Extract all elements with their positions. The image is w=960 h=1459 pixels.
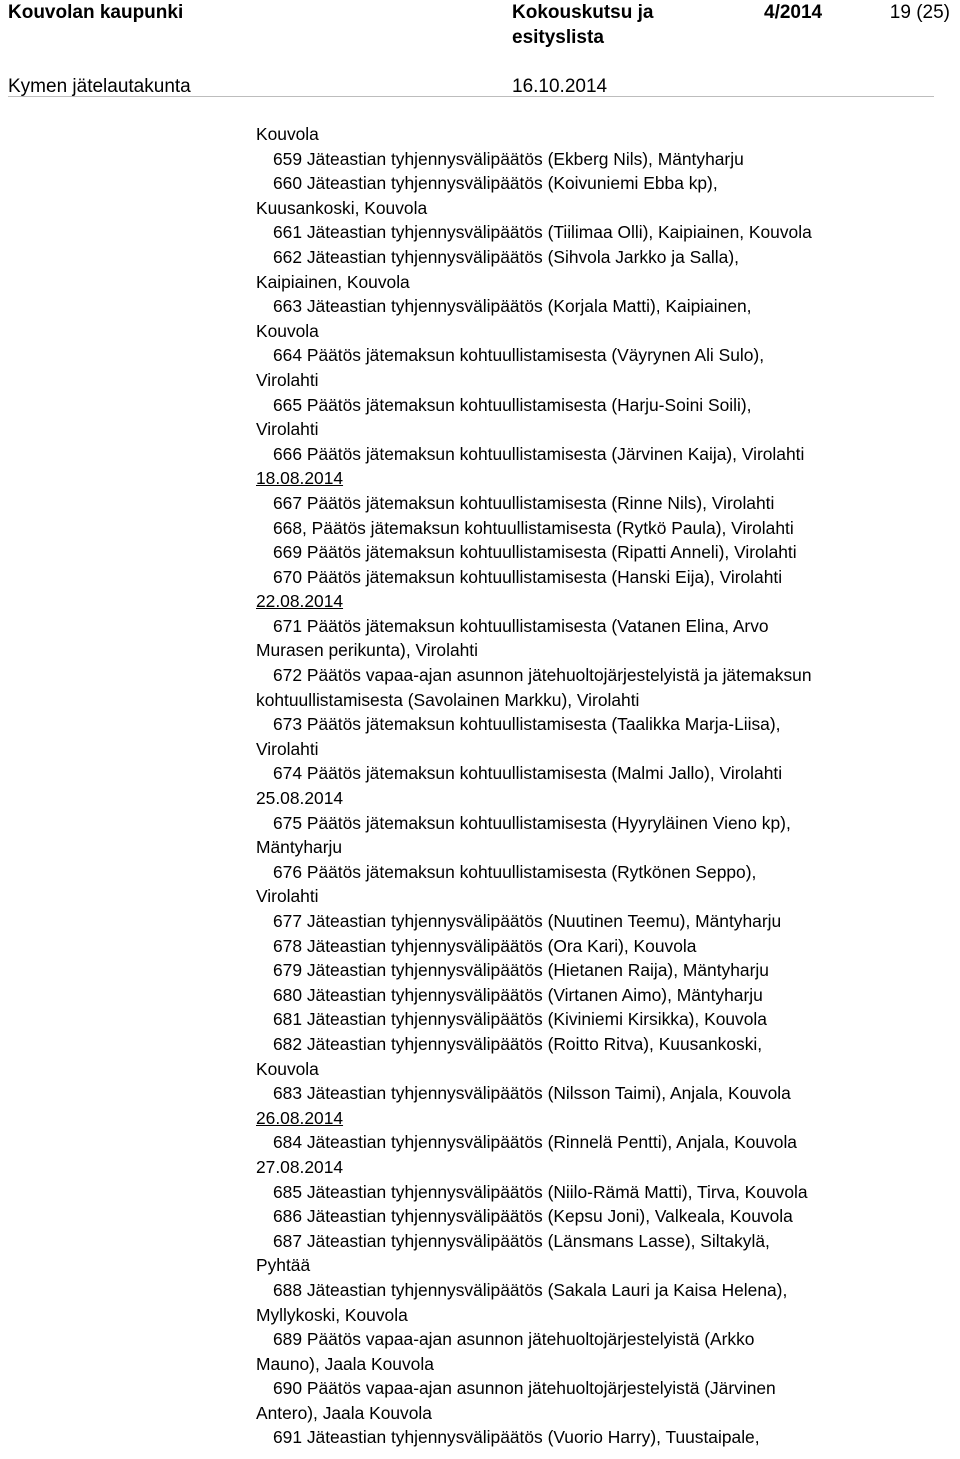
agenda-item: 688 Jäteastian tyhjennysvälipäätös (Sakala Lauri ja Kaisa Helena),: [273, 1279, 788, 1300]
page-header: [0, 0, 960, 100]
date-heading: 22.08.2014: [256, 591, 344, 612]
agenda-item: 672 Päätös vapaa-ajan asunnon jätehuoltojärjestelyistä ja jätemaksun: [273, 665, 812, 686]
agenda-text-continuation: 25.08.2014: [256, 788, 344, 809]
agenda-item: 686 Jäteastian tyhjennysvälipäätös (Kepsu Joni), Valkeala, Kouvola: [273, 1206, 793, 1227]
agenda-text-continuation: Kouvola: [256, 320, 319, 341]
agenda-text-continuation: Mauno), Jaala Kouvola: [256, 1353, 434, 1374]
agenda-item: 678 Jäteastian tyhjennysvälipäätös (Ora Kari), Kouvola: [273, 935, 697, 956]
meeting-number: 4/2014: [764, 2, 823, 23]
date-heading: 26.08.2014: [256, 1107, 344, 1128]
agenda-item: 691 Jäteastian tyhjennysvälipäätös (Vuorio Harry), Tuustaipale,: [273, 1427, 760, 1448]
date-heading: 18.08.2014: [256, 468, 344, 489]
org-name: Kouvolan kaupunki: [8, 2, 184, 23]
agenda-item: 682 Jäteastian tyhjennysvälipäätös (Roitto Ritva), Kuusankoski,: [273, 1033, 763, 1054]
agenda-item: 674 Päätös jätemaksun kohtuullistamisesta (Malmi Jallo), Virolahti: [273, 763, 783, 784]
agenda-text-continuation: Murasen perikunta), Virolahti: [256, 640, 479, 661]
agenda-item: 687 Jäteastian tyhjennysvälipäätös (Länsmans Lasse), Siltakylä,: [273, 1230, 770, 1251]
agenda-item: 661 Jäteastian tyhjennysvälipäätös (Tiilimaa Olli), Kaipiainen, Kouvola: [273, 222, 812, 243]
agenda-item: 671 Päätös jätemaksun kohtuullistamisesta (Vatanen Elina, Arvo: [273, 615, 769, 636]
agenda-item: 668, Päätös jätemaksun kohtuullistamisesta (Rytkö Paula), Virolahti: [273, 517, 794, 538]
agenda-item: 666 Päätös jätemaksun kohtuullistamisesta (Järvinen Kaija), Virolahti: [273, 443, 805, 464]
agenda-item: 675 Päätös jätemaksun kohtuullistamisesta (Hyyryläinen Vieno kp),: [273, 812, 791, 833]
agenda-item: 681 Jäteastian tyhjennysvälipäätös (Kiviniemi Kirsikka), Kouvola: [273, 1009, 767, 1030]
doc-title-line1: Kokouskutsu ja: [512, 2, 654, 23]
agenda-item: 683 Jäteastian tyhjennysvälipäätös (Nilsson Taimi), Anjala, Kouvola: [273, 1083, 791, 1104]
page-number: 19 (25): [889, 2, 950, 23]
agenda-text-continuation: Kouvola: [256, 124, 319, 144]
header-divider: [8, 96, 934, 97]
agenda-item: 673 Päätös jätemaksun kohtuullistamisesta (Taalikka Marja-Liisa),: [273, 714, 781, 735]
agenda-item: 663 Jäteastian tyhjennysvälipäätös (Korjala Matti), Kaipiainen,: [273, 296, 752, 317]
agenda-list: [256, 122, 946, 1450]
agenda-item: 670 Päätös jätemaksun kohtuullistamisesta (Hanski Eija), Virolahti: [273, 566, 783, 587]
agenda-item: 664 Päätös jätemaksun kohtuullistamisesta (Väyrynen Ali Sulo),: [273, 345, 765, 366]
agenda-text-continuation: Pyhtää: [256, 1255, 311, 1276]
agenda-item: 676 Päätös jätemaksun kohtuullistamisesta (Rytkönen Seppo),: [273, 861, 757, 882]
agenda-text-continuation: Kuusankoski, Kouvola: [256, 197, 428, 218]
agenda-text-continuation: Kouvola: [256, 1058, 319, 1079]
agenda-item: 690 Päätös vapaa-ajan asunnon jätehuoltojärjestelyistä (Järvinen: [273, 1378, 776, 1399]
agenda-item: 679 Jäteastian tyhjennysvälipäätös (Hietanen Raija), Mäntyharju: [273, 960, 769, 981]
agenda-text-continuation: Virolahti: [256, 886, 319, 907]
agenda-text-continuation: Virolahti: [256, 419, 319, 440]
agenda-text-continuation: Mäntyharju: [256, 837, 343, 858]
agenda-item: 669 Päätös jätemaksun kohtuullistamisesta (Ripatti Anneli), Virolahti: [273, 542, 797, 563]
meeting-date: 16.10.2014: [512, 76, 608, 97]
agenda-item: 684 Jäteastian tyhjennysvälipäätös (Rinnelä Pentti), Anjala, Kouvola: [273, 1132, 797, 1153]
agenda-item: 685 Jäteastian tyhjennysvälipäätös (Niilo-Rämä Matti), Tirva, Kouvola: [273, 1181, 808, 1202]
agenda-text-continuation: Myllykoski, Kouvola: [256, 1304, 408, 1325]
agenda-item: 662 Jäteastian tyhjennysvälipäätös (Sihvola Jarkko ja Salla),: [273, 246, 739, 267]
agenda-text-continuation: Antero), Jaala Kouvola: [256, 1402, 432, 1423]
agenda-text-continuation: Virolahti: [256, 369, 319, 390]
committee-name: Kymen jätelautakunta: [8, 76, 191, 97]
agenda-item: 689 Päätös vapaa-ajan asunnon jätehuoltojärjestelyistä (Arkko: [273, 1329, 755, 1350]
doc-title-line2: esityslista: [512, 27, 604, 48]
agenda-text-continuation: Kaipiainen, Kouvola: [256, 271, 410, 292]
agenda-text-continuation: kohtuullistamisesta (Savolainen Markku), Virolahti: [256, 689, 640, 710]
agenda-text-continuation: 27.08.2014: [256, 1156, 344, 1177]
agenda-item: 667 Päätös jätemaksun kohtuullistamisesta (Rinne Nils), Virolahti: [273, 492, 775, 513]
agenda-item: 680 Jäteastian tyhjennysvälipäätös (Virtanen Aimo), Mäntyharju: [273, 984, 763, 1005]
agenda-item: 660 Jäteastian tyhjennysvälipäätös (Koivuniemi Ebba kp),: [273, 173, 718, 194]
agenda-text-continuation: Virolahti: [256, 738, 319, 759]
agenda-item: 665 Päätös jätemaksun kohtuullistamisesta (Harju-Soini Soili),: [273, 394, 752, 415]
agenda-item: 677 Jäteastian tyhjennysvälipäätös (Nuutinen Teemu), Mäntyharju: [273, 911, 782, 931]
agenda-item: 659 Jäteastian tyhjennysvälipäätös (Ekberg Nils), Mäntyharju: [273, 148, 744, 169]
